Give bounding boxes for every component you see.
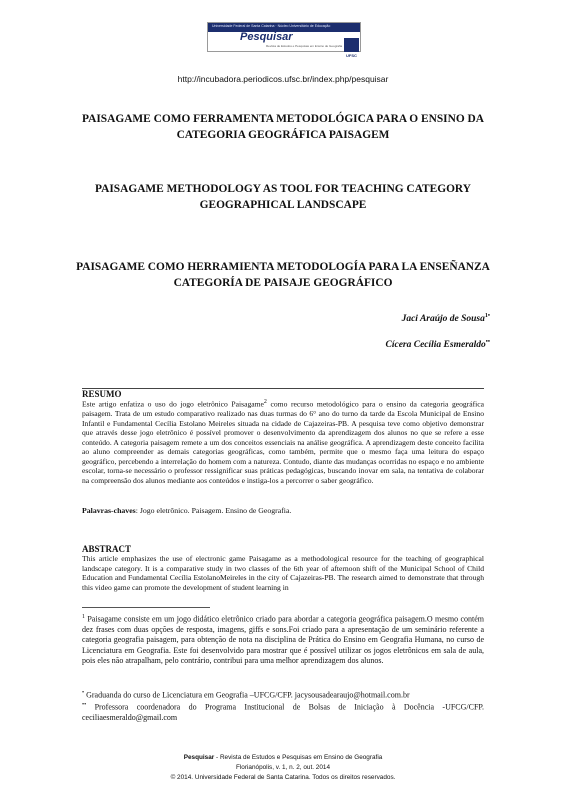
title-spanish: PAISAGAME COMO HERRAMIENTA METODOLOGÍA PARA LA ENSEÑANZA CATEGORÍA DE PAISAJE GEOGRÁFICO <box>76 261 490 289</box>
footnote-3-mark: •• <box>82 702 87 708</box>
footnote-rule <box>82 607 210 608</box>
journal-logo: Pesquisar <box>240 31 293 43</box>
footnote-2-mark: • <box>82 690 85 696</box>
keywords-label: Palavras-chaves <box>82 506 136 515</box>
footnote-2-text: Graduanda do curso de Licenciatura em Geografia –UFCG/CFP. jacysousadearaujo@hotmail.com.br <box>84 690 410 700</box>
seal-label: UFSC <box>346 53 357 58</box>
author-2-mark: •• <box>485 339 490 345</box>
footer-copyright: © 2014. Universidade Federal de Santa Catarina. Todos os direitos reservados. <box>170 774 396 781</box>
resumo-footnote-ref: 2 <box>263 399 267 405</box>
resumo-body <box>82 398 484 485</box>
title-english: PAISAGAME METHODOLOGY AS TOOL FOR TEACHING CATEGORY GEOGRAPHICAL LANDSCAPE <box>95 183 471 211</box>
footer-volume: Florianópolis, v. 1, n. 2, out. 2014 <box>235 764 331 771</box>
abstract-heading: ABSTRACT <box>82 544 132 554</box>
footnote-1-text: Paisagame consiste em um jogo didático eletrônico criado para abordar a categoria geográfica paisagem.O mesmo contém dez frases com duas opções de resposta, imagens, giffs e sons.Foi criado para a apresentação de um seminário referente a categoria geografia paisagem, para obtenção de nota na disciplina de Prática do Ensino em Geografia Humana, no curso de Licenciatura em Geografia. Este foi desenvolvido para mostrar que é possível utilizar os jogos eletrônicos em sala de aula, pois eles não atrapalham, pelo contrário, contribui para uma melhor aprendizagem dos alunos. <box>82 614 484 666</box>
footer-journal-name: Pesquisar <box>183 754 215 761</box>
resumo-text-b: como recurso metodológico para o ensino da categoria geográfica paisagem. Trata de um estudo comparativo realizado nas duas turmas do 6° ano do turno da tarde da Escola Municipal de Ensino Infantil e Fundamental Cecília Estolano Meireles situada na cidade de Cajazeiras-PB. A pesquisa teve como objetivo demonstrar que através desse jogo eletrônico é possível promover o desenvolvimento da aprendizagem dos alunos no que se refere a esse conteúdo. A categoria paisagem remete a um dos conceitos essenciais na análise geográfica. A aprendizagem deste conceito facilita ao aluno compreender as demais categorias geográficas, como também, permite que o mesmo faça uma leitura do espaço geográfico, percebendo a interrelação do homem com a natureza. Contudo, diante das mudanças ocorridas no espaço e no ambiente escolar, torna-se necessário o professor ressignificar suas práticas pedagógicas, buscando inovar em sala, na tentativa de colaborar na compreensão dos alunos mediante aos conteúdos e instiga-los a percorrer o saber geográfico. <box>82 399 484 485</box>
journal-logo-subtitle: Revista de Estudos e Pesquisas em Ensino de Geografia <box>266 44 343 48</box>
resumo-text-a: Este artigo enfatiza o uso do jogo eletrônico Paisagame <box>82 399 264 409</box>
footnote-3-text: Professora coordenadora do Programa Institucional de Bolsas de Iniciação à Docência -UFCG/CFP. ceciliaesmeraldo@gmail.com <box>82 702 484 723</box>
university-seal-icon <box>344 38 359 52</box>
resumo-top-rule <box>82 388 484 389</box>
author-1-name: Jaci Araújo de Sousa <box>401 314 485 325</box>
journal-url-link[interactable]: http://incubadora.periodicos.ufsc.br/index.php/pesquisar <box>177 74 389 84</box>
keywords <box>82 506 291 515</box>
banner-strip-text: Universidade Federal de Santa Catarina · Núcleo Universitário de Educação <box>212 24 331 28</box>
author-1-mark: 1• <box>484 313 490 319</box>
footnote-3 <box>82 700 484 723</box>
title-portuguese: PAISAGAME COMO FERRAMENTA METODOLÓGICA PARA O ENSINO DA CATEGORIA GEOGRÁFICA PAISAGEM <box>82 113 484 141</box>
author-2-name: Cícera Cecília Esmeraldo <box>385 340 486 351</box>
footer-journal-rest: - Revista de Estudos e Pesquisas em Ensino de Geografia <box>214 754 383 761</box>
keywords-text: : Jogo eletrônico. Paisagem. Ensino de Geografia. <box>135 506 292 515</box>
author-1 <box>402 313 490 324</box>
author-2 <box>386 339 490 350</box>
journal-banner <box>207 22 361 52</box>
footnote-1 <box>82 612 484 667</box>
footer-journal-line <box>0 753 566 763</box>
abstract-body: This article emphasizes the use of electronic game Paisagame as a methodological resource for the teaching of geographical landscape category. It is a comparative study in two classes of the 6th year of afternoon shift of the Municipal School of Child Education and Fundamental Cecília EstolanoMeireles in the city of Cajazeiras-PB. The research aimed to demonstrate that through this video game can promote the development of student learning in <box>82 554 484 592</box>
footnote-1-mark: 1 <box>82 614 85 620</box>
resumo-heading: RESUMO <box>82 389 122 399</box>
